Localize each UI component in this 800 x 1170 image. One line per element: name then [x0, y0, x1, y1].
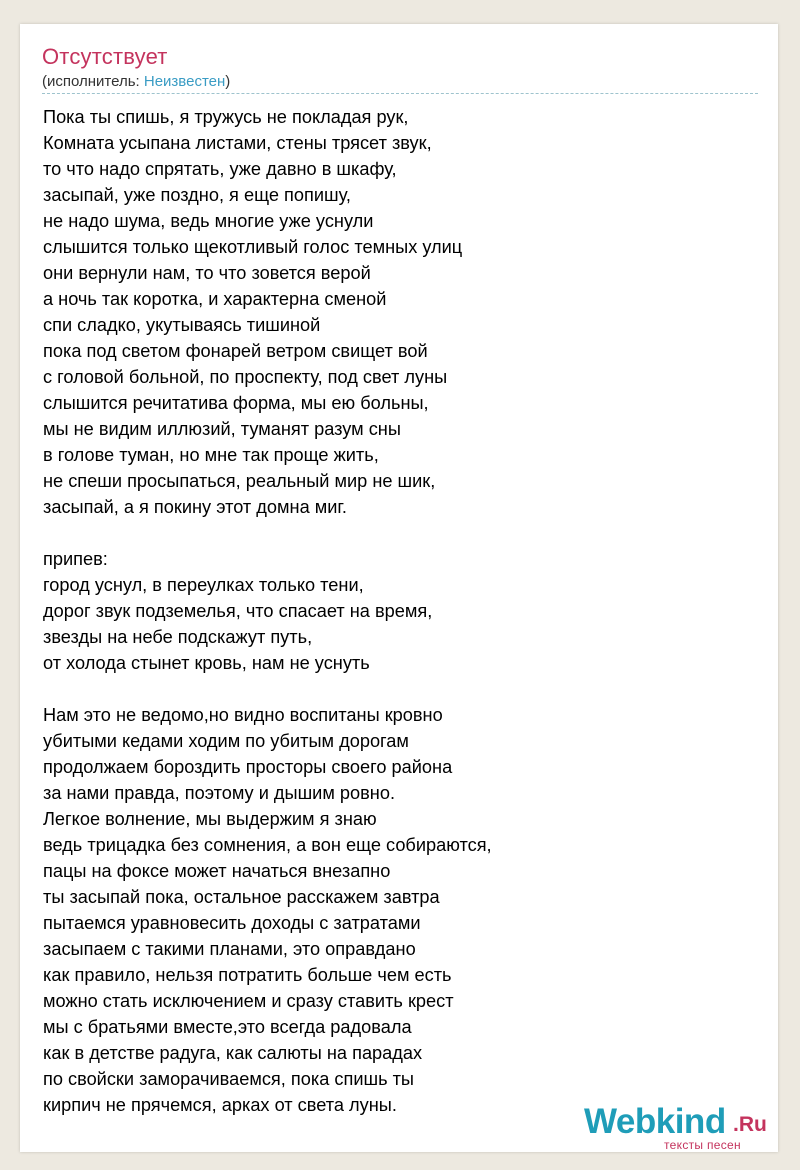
- lyric-line: [43, 520, 492, 546]
- lyric-line: припев:: [43, 549, 108, 569]
- lyric-line: ты засыпай пока, остальное расскажем завтра: [43, 887, 440, 907]
- lyric-line: убитыми кедами ходим по убитым дорогам: [43, 731, 409, 751]
- lyric-line: с головой больной, по проспекту, под свет луны: [43, 367, 448, 387]
- artist-link[interactable]: Неизвестен: [143, 73, 226, 90]
- lyric-line: не спеши просыпаться, реальный мир не шик,: [43, 471, 436, 491]
- lyric-line: как в детстве радуга, как салюты на парадах: [43, 1043, 423, 1063]
- lyric-line: по свойски заморачиваемся, пока спишь ты: [43, 1069, 414, 1089]
- logo-tagline: тексты песен: [664, 1138, 741, 1152]
- lyric-line: в голове туман, но мне так проще жить,: [43, 445, 379, 465]
- title-divider: [42, 93, 758, 94]
- logo-name: Webkind: [584, 1102, 726, 1141]
- lyric-line: пацы на фоксе может начаться внезапно: [43, 861, 391, 881]
- lyric-line: не надо шума, ведь многие уже уснули: [43, 211, 374, 231]
- lyric-line: город уснул, в переулках только тени,: [43, 575, 364, 595]
- lyric-line: дорог звук подземелья, что спасает на время,: [43, 601, 433, 621]
- lyric-line: как правило, нельзя потратить больше чем есть: [43, 965, 452, 985]
- lyric-line: спи сладко, укутываясь тишиной: [43, 315, 321, 335]
- lyric-line: слышится речитатива форма, мы ею больны,: [43, 393, 429, 413]
- lyrics-text: [43, 104, 492, 1118]
- lyric-line: [43, 676, 492, 702]
- lyric-line: мы с братьями вместе,это всегда радовала: [43, 1017, 412, 1037]
- lyric-line: они вернули нам, то что зовется верой: [43, 263, 371, 283]
- lyric-line: за нами правда, поэтому и дышим ровно.: [43, 783, 396, 803]
- lyric-line: пытаемся уравновесить доходы с затратами: [43, 913, 421, 933]
- lyric-line: Пока ты спишь, я тружусь не покладая рук,: [43, 107, 409, 127]
- lyric-line: а ночь так коротка, и характерна сменой: [43, 289, 387, 309]
- lyric-line: слышится только щекотливый голос темных улиц: [43, 237, 463, 257]
- lyric-line: кирпич не прячемся, арках от света луны.: [43, 1095, 397, 1115]
- lyric-line: ведь трицадка без сомнения, а вон еще собираются,: [43, 835, 492, 855]
- performer-label: (исполнитель:: [42, 73, 144, 90]
- performer-suffix: ): [225, 73, 231, 90]
- lyric-line: засыпай, а я покину этот домна миг.: [43, 497, 347, 517]
- webkind-logo[interactable]: [584, 1102, 780, 1152]
- lyric-line: пока под светом фонарей ветром свищет вой: [43, 341, 428, 361]
- lyric-line: Комната усыпана листами, стены трясет звук,: [43, 133, 432, 153]
- lyric-line: то что надо спрятать, уже давно в шкафу,: [43, 159, 397, 179]
- lyric-line: от холода стынет кровь, нам не уснуть: [43, 653, 370, 673]
- performer-line: [42, 73, 230, 90]
- lyric-line: засыпай, уже поздно, я еще попишу,: [43, 185, 351, 205]
- lyric-line: можно стать исключением и сразу ставить крест: [43, 991, 454, 1011]
- lyric-line: продолжаем бороздить просторы своего района: [43, 757, 453, 777]
- song-title: Отсутствует: [42, 44, 168, 69]
- lyric-line: Нам это не ведомо,но видно воспитаны кровно: [43, 705, 443, 725]
- lyric-line: звезды на небе подскажут путь,: [43, 627, 313, 647]
- lyric-line: Легкое волнение, мы выдержим я знаю: [43, 809, 377, 829]
- lyrics-page: [20, 24, 778, 1152]
- logo-tld: .Ru: [733, 1113, 767, 1136]
- lyric-line: засыпаем с такими планами, это оправдано: [43, 939, 416, 959]
- lyric-line: мы не видим иллюзий, туманят разум сны: [43, 419, 401, 439]
